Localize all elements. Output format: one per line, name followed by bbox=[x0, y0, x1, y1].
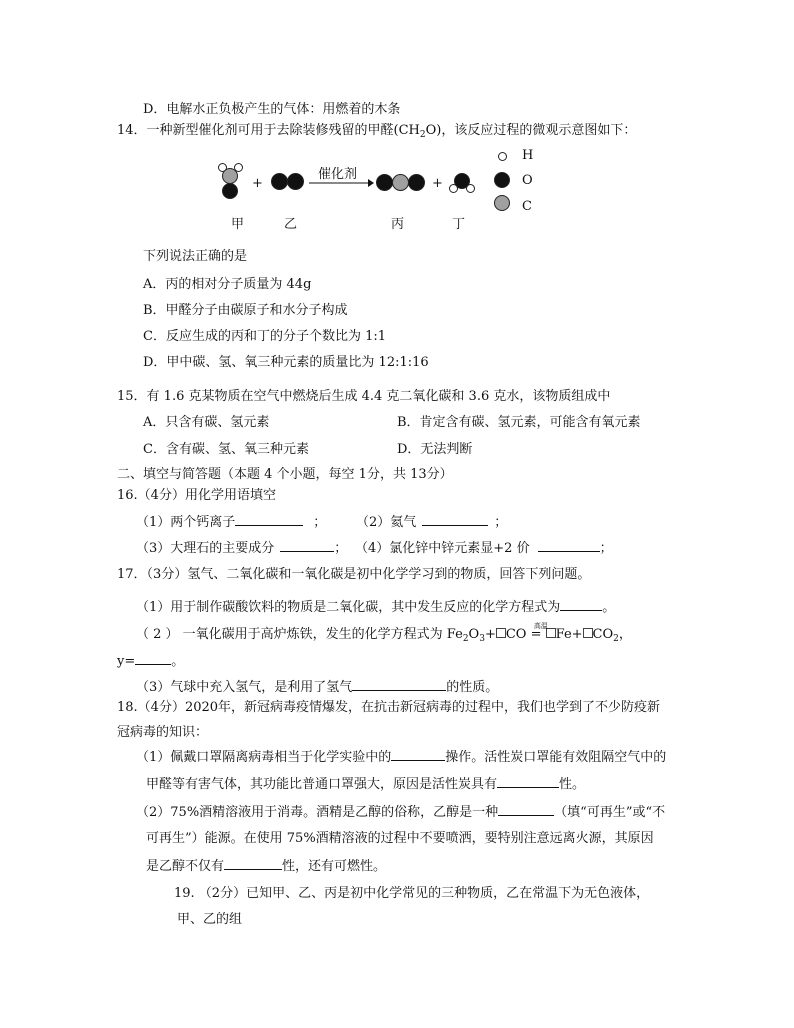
answer-blank[interactable] bbox=[224, 857, 282, 870]
legend-c: C bbox=[522, 199, 532, 214]
label-yi: 乙 bbox=[284, 217, 298, 232]
q16-part4: （4）氯化锌中锌元素显+2 价 ； bbox=[355, 541, 613, 556]
q16-stem: 16.（4分）用化学用语填空 bbox=[117, 488, 276, 503]
q14-stem: 14．一种新型催化剂可用于去除装修残留的甲醛$(CH_2O)$，该反应过程的微观示意图如下： bbox=[117, 123, 637, 140]
q15-option-d: D．无法判断 bbox=[397, 442, 473, 457]
q15-option-c: C．含有碳、氢、氧三种元素 bbox=[143, 442, 309, 457]
q17-y-answer: y= 。 bbox=[117, 654, 185, 669]
o-atom bbox=[408, 174, 425, 191]
q18-part2-line3: 是乙醇不仅有 性，还有可燃性。 bbox=[146, 859, 387, 874]
q18-part1-line2: 甲醛等有害气体，其功能比普通口罩强大，原因是活性炭具有 性。 bbox=[146, 777, 586, 792]
coefficient-box[interactable] bbox=[583, 628, 593, 638]
q16-part3: （3）大理石的主要成分 ； bbox=[136, 541, 348, 556]
answer-blank[interactable] bbox=[560, 598, 602, 611]
q19-line1: 19. （2分）已知甲、乙、丙是初中化学常见的三种物质，乙在常温下为无色液体， bbox=[174, 886, 650, 901]
c-atom bbox=[222, 168, 238, 184]
q18-part1-line1: （1）佩戴口罩隔离病毒相当于化学实验中的 操作。活性炭口罩能有效阻隔空气中的 bbox=[136, 750, 667, 765]
label-ding: 丁 bbox=[452, 217, 466, 232]
o-atom bbox=[287, 173, 304, 190]
answer-blank[interactable] bbox=[498, 803, 554, 816]
q15-option-a: A．只含有碳、氢元素 bbox=[143, 415, 270, 430]
catalyst-label: 催化剂 bbox=[318, 167, 358, 182]
q16-part2: （2）氦气 ； bbox=[356, 515, 508, 530]
legend-h-swatch bbox=[498, 152, 507, 161]
label-bing: 丙 bbox=[391, 217, 405, 232]
q15-option-b: B．肯定含有碳、氢元素，可能含有氧元素 bbox=[397, 415, 641, 430]
legend-o-swatch bbox=[494, 172, 510, 188]
legend-o: O bbox=[522, 173, 533, 188]
q14-option-c: C．反应生成的丙和丁的分子个数比为 1:1 bbox=[143, 329, 387, 344]
plus-sign: + bbox=[432, 176, 443, 191]
q18-part2-line2: 可再生”）能源。在使用 75%酒精溶液的过程中不要喷洒，要特别注意远离火源，其原因 bbox=[146, 831, 654, 846]
q14-question: 下列说法正确的是 bbox=[143, 249, 248, 264]
answer-blank[interactable] bbox=[422, 513, 488, 526]
answer-blank[interactable] bbox=[135, 652, 171, 665]
q14-option-a: A．丙的相对分子质量为 44g bbox=[143, 277, 312, 292]
q18-part2-line1: （2）75%酒精溶液用于消毒。酒精是乙醇的俗称，乙醇是一种 （填“可再生”或“不 bbox=[136, 805, 666, 820]
answer-blank[interactable] bbox=[352, 678, 446, 691]
legend-c-swatch bbox=[494, 195, 510, 211]
q17-part1: （1）用于制作碳酸饮料的物质是二氧化碳，其中发生反应的化学方程式为 。 bbox=[136, 600, 616, 615]
condition-label: 高温 bbox=[533, 622, 548, 630]
q18-stem-line2: 冠病毒的知识： bbox=[117, 725, 209, 740]
h-atom bbox=[466, 184, 475, 193]
coefficient-box[interactable] bbox=[496, 628, 506, 638]
q17-part3: （3）气球中充入氢气，是利用了氢气 的性质。 bbox=[136, 680, 499, 695]
answer-blank[interactable] bbox=[497, 775, 559, 788]
answer-blank[interactable] bbox=[235, 513, 303, 526]
section-2-title: 二、填空与简答题（本题 4 个小题，每空 1分，共 13分） bbox=[117, 467, 453, 482]
q13-option-d: D．电解水正负极产生的气体：用燃着的木条 bbox=[143, 102, 401, 117]
q17-part2: （ 2 ） 一氧化碳用于高炉炼铁，发生的化学方程式为 $Fe_2O_3+$ 高温 CO = $Fe+ CO_2$， bbox=[136, 626, 632, 648]
reaction-arrow bbox=[308, 178, 374, 188]
plus-sign: + bbox=[252, 176, 263, 191]
o-atom bbox=[376, 174, 393, 191]
q14-option-d: D．甲中碳、氢、氧三种元素的质量比为 12:1:16 bbox=[143, 355, 429, 370]
answer-blank[interactable] bbox=[391, 748, 445, 761]
q16-part1: （1）两个钙离子 ； bbox=[136, 515, 327, 530]
q19-line2: 甲、乙的组 bbox=[177, 912, 243, 927]
h-atom bbox=[449, 184, 458, 193]
q15-stem: 15．有 1.6 克某物质在空气中燃烧后生成 4.4 克二氧化碳和 3.6 克水，该物质组成中 bbox=[117, 389, 611, 404]
o-atom bbox=[222, 183, 238, 199]
label-jia: 甲 bbox=[231, 217, 245, 232]
answer-blank[interactable] bbox=[280, 539, 334, 552]
c-atom bbox=[392, 174, 409, 191]
o-atom bbox=[271, 173, 288, 190]
q17-stem: 17．（3分）氢气、二氧化碳和一氧化碳是初中化学学习到的物质，回答下列问题。 bbox=[117, 567, 591, 582]
q18-stem-line1: 18.（4分）2020年，新冠病毒疫情爆发，在抗击新冠病毒的过程中，我们也学到了不少防疫新 bbox=[117, 700, 661, 715]
q14-option-b: B．甲醛分子由碳原子和水分子构成 bbox=[143, 303, 348, 318]
legend-h: H bbox=[522, 148, 534, 163]
answer-blank[interactable] bbox=[538, 539, 600, 552]
